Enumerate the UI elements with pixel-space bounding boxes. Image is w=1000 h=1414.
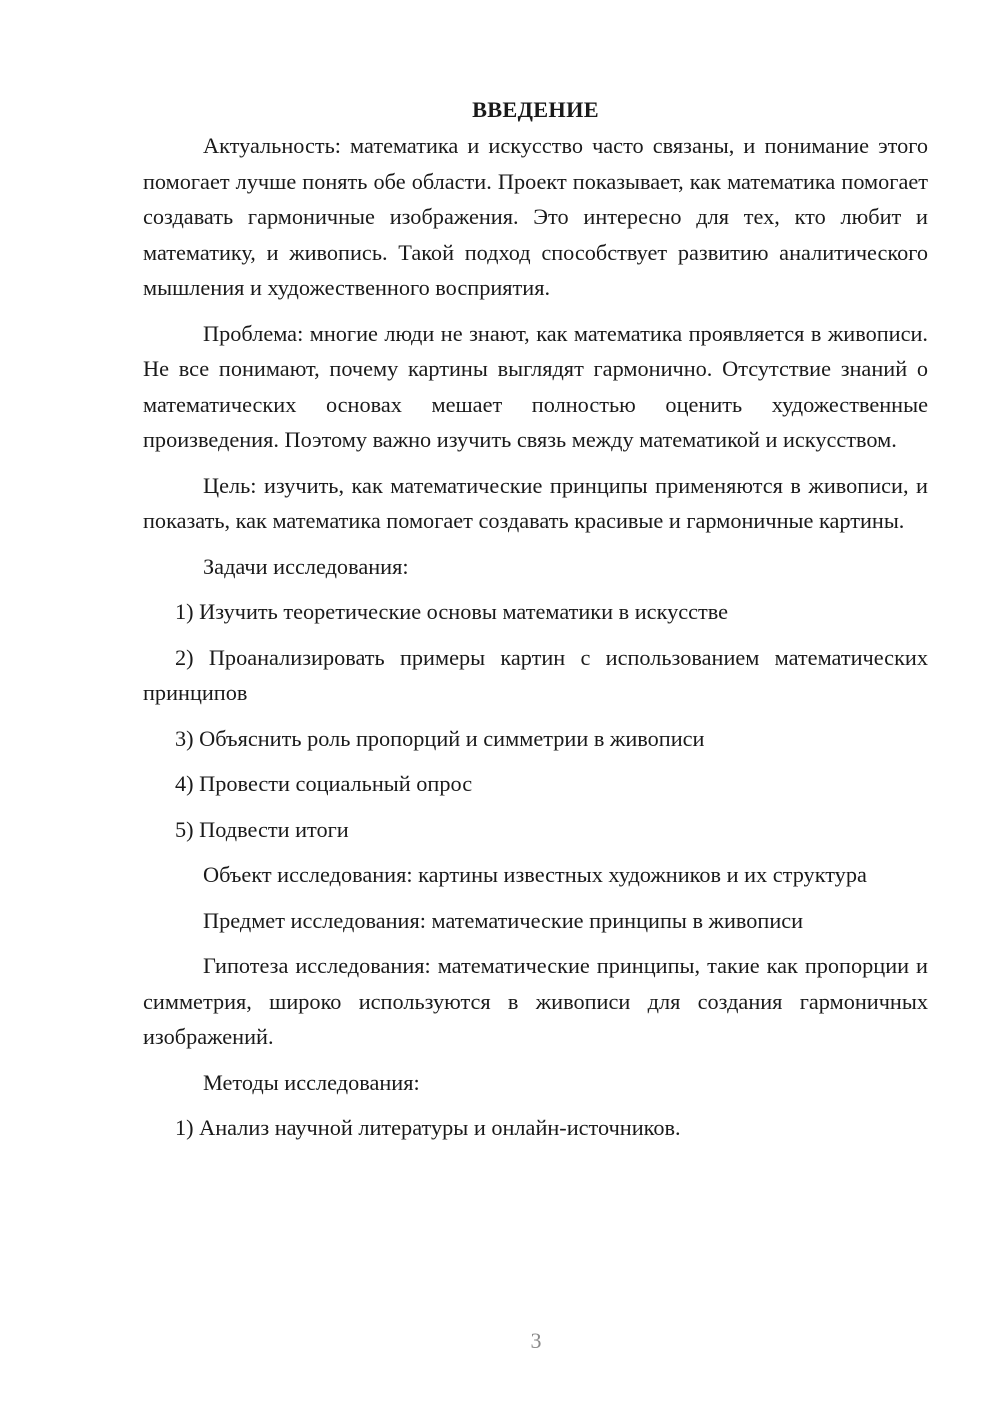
page-number: 3 [530, 1328, 542, 1353]
task-item-3: 3) Объяснить роль пропорций и симметрии в живописи [175, 725, 705, 751]
method-item-1: 1) Анализ научной литературы и онлайн-источников. [175, 1115, 681, 1140]
problem-paragraph: Проблема: многие люди не знают, как математика проявляется в живописи. Не все понимают, почему картины выглядят гармонично. Отсутствие знаний о математических основах мешает полностью оценить художественные произведения. Поэтому важно изучить связь между математикой и искусством. [143, 320, 928, 452]
subject-paragraph: Предмет исследования: математические принципы в живописи [203, 907, 804, 933]
section-heading: ВВЕДЕНИЕ [472, 97, 599, 122]
goal-paragraph: Цель: изучить, как математические принципы применяются в живописи, и показать, как математика помогает создавать красивые и гармоничные картины. [143, 472, 928, 533]
task-item-1: 1) Изучить теоретические основы математики в искусстве [175, 599, 729, 624]
relevance-paragraph: Актуальность: математика и искусство часто связаны, и понимание этого помогает лучше понять обе области. Проект показывает, как математика помогает создавать гармоничные изображения. Это интересно для тех, кто любит и математику, и живопись. Такой подход способствует развитию аналитического мышления и художественного восприятия. [143, 133, 928, 300]
hypothesis-paragraph: Гипотеза исследования: математические принципы, такие как пропорции и симметрия, широко используются в живописи для создания гармоничных изображений. [143, 953, 928, 1049]
object-paragraph: Объект исследования: картины известных художников и их структура [203, 862, 867, 887]
tasks-heading: Задачи исследования: [203, 553, 409, 579]
methods-heading: Методы исследования: [203, 1069, 420, 1095]
task-item-5: 5) Подвести итоги [175, 816, 349, 842]
page-content [143, 92, 928, 1156]
task-item-2: 2) Проанализировать примеры картин с использованием математических принципов [143, 644, 928, 705]
task-item-4: 4) Провести социальный опрос [175, 771, 473, 796]
